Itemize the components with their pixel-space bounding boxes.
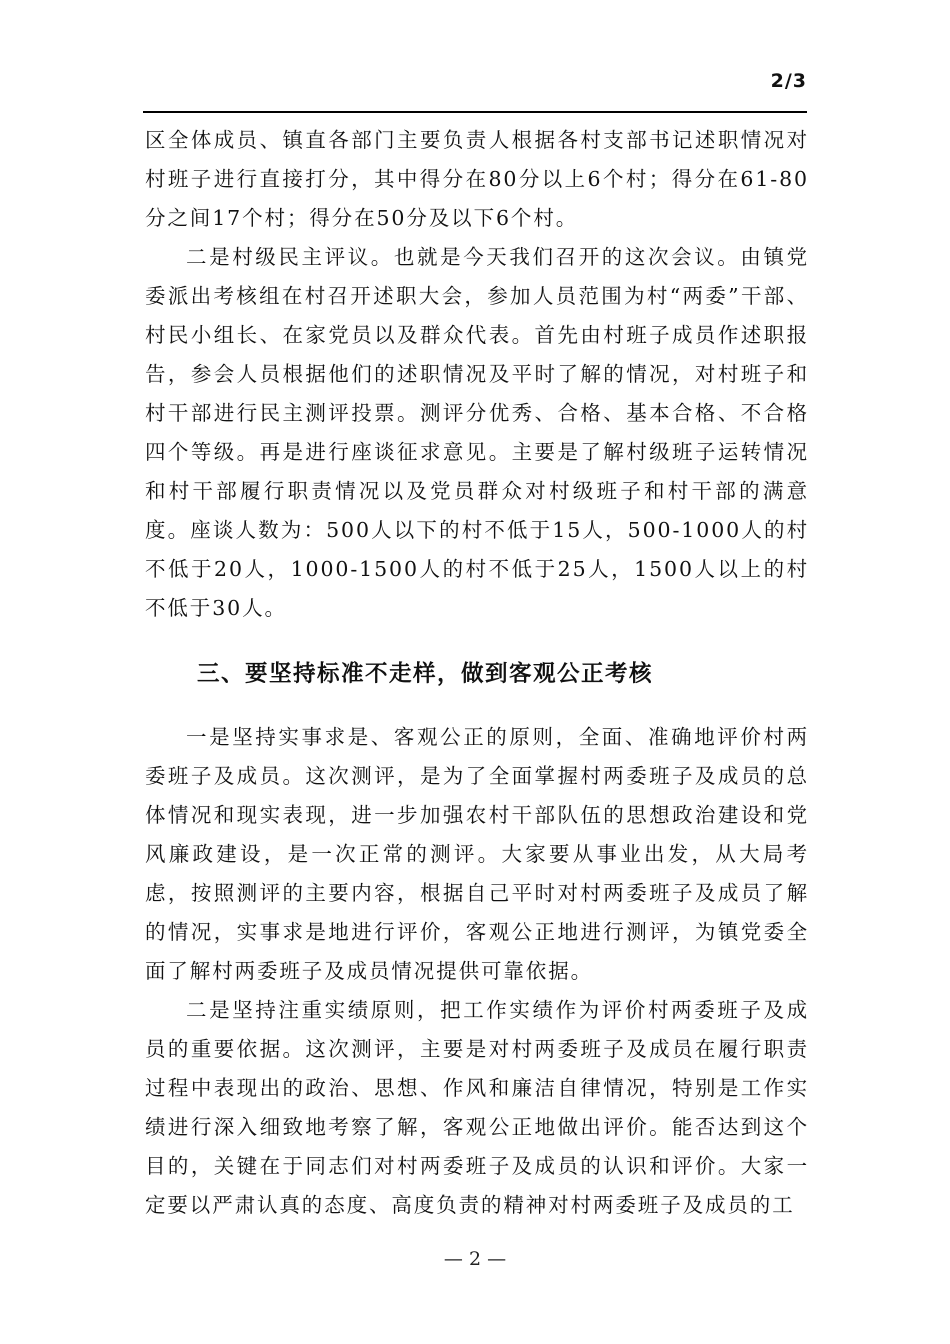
document-body bbox=[145, 121, 809, 1225]
paragraph-performance-principle: 二是坚持注重实绩原则，把工作实绩作为评价村两委班子及成员的重要依据。这次测评，主要是对村两委班子及成员在履行职责过程中表现出的政治、思想、作风和廉洁自律情况，特别是工作实绩进行深入细致地考察了解，客观公正地做出评价。能否达到这个目的，关键在于同志们对村两委班子及成员的认识和评价。大家一定要以严肃认真的态度、高度负责的精神对村两委班子及成员的工 bbox=[145, 998, 809, 1217]
header-divider bbox=[143, 111, 807, 113]
paragraph-village-democratic-review: 二是村级民主评议。也就是今天我们召开的这次会议。由镇党委派出考核组在村召开述职大会，参加人员范围为村“两委”干部、村民小组长、在家党员以及群众代表。首先由村班子成员作述职报告，参会人员根据他们的述职情况及平时了解的情况，对村班子和村干部进行民主测评投票。测评分优秀、合格、基本合格、不合格四个等级。再是进行座谈征求意见。主要是了解村级班子运转情况和村干部履行职责情况以及党员群众对村级班子和村干部的满意度。座谈人数为：500人以下的村不低于15人，500-1000人的村不低于20人，1000-1500人的村不低于25人，1500人以上的村不低于30人。 bbox=[145, 245, 809, 620]
section-heading: 三、要坚持标准不走样，做到客观公正考核 bbox=[197, 661, 654, 687]
page-number: — 2 — bbox=[443, 1248, 507, 1270]
page-indicator: 2/3 bbox=[770, 70, 807, 92]
paragraph-objective-principle: 一是坚持实事求是、客观公正的原则，全面、准确地评价村两委班子及成员。这次测评，是为了全面掌握村两委班子及成员的总体情况和现实表现，进一步加强农村干部队伍的思想政治建设和党风廉政建设，是一次正常的测评。大家要从事业出发，从大局考虑，按照测评的主要内容，根据自己平时对村两委班子及成员了解的情况，实事求是地进行评价，客观公正地进行测评，为镇党委全面了解村两委班子及成员情况提供可靠依据。 bbox=[145, 725, 809, 983]
paragraph-continued: 区全体成员、镇直各部门主要负责人根据各村支部书记述职情况对村班子进行直接打分，其中得分在80分以上6个村；得分在61-80分之间17个村；得分在50分及以下6个村。 bbox=[145, 128, 809, 230]
